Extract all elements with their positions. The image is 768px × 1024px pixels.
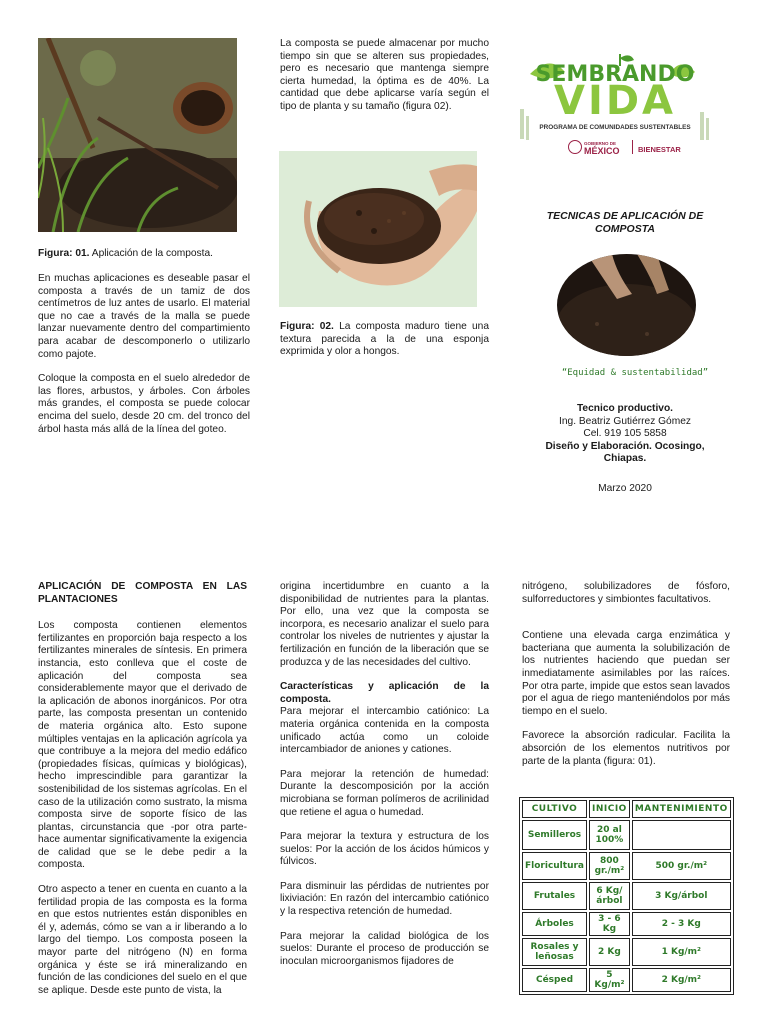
bienestar-text: BIENESTAR: [638, 145, 681, 154]
table-cell: 2 Kg/m²: [632, 968, 731, 992]
table-cell: Césped: [522, 968, 587, 992]
table-header: CULTIVO: [522, 800, 587, 818]
cover-photo: [557, 254, 696, 356]
list-item: Para mejorar la textura y estructura de los suelos: Por la acción de los ácidos húmicos y fúlvicos.: [280, 831, 489, 868]
figure1-caption: Figura: 01. Aplicación de la composta.: [38, 248, 213, 259]
logo-line2: VIDA: [554, 78, 676, 124]
table-cell: 500 gr./m²: [632, 852, 731, 880]
table-cell: Floricultura: [522, 852, 587, 880]
table-header: INICIO: [589, 800, 630, 818]
gov-big-text: MÉXICO: [584, 146, 620, 156]
figure1-photo: [38, 38, 237, 232]
list-item: Para mejorar el intercambio catiónico: La materia orgánica contenida en la composta unificado actúa como un coloide intercambiador de aniones y cationes.: [280, 706, 489, 756]
credit-design-1: Diseño y Elaboración. Ocosingo,: [545, 440, 705, 452]
credit-design-2: Chiapas.: [603, 453, 647, 465]
list-item: Para mejorar la calidad biológica de los suelos: Durante el proceso de producción se inoculan microorganismos fijadores de: [280, 930, 489, 967]
table-cell: 3 - 6 Kg: [589, 912, 630, 936]
paragraph: En muchas aplicaciones es deseable pasar el composta a través de un tamiz de dos centímetros de luz antes de usarlo. El material que no cae a través de la malla se puede lanzar nuevamente dentro del compartimiento para acabar de descomponerlo o utilizarlo como pajote.: [38, 273, 250, 360]
bottom-col2: [280, 581, 489, 980]
table-cell: Semilleros: [522, 820, 587, 850]
paragraph: Contiene una elevada carga enzimática y bacteriana que aumenta la solubilización de los nutrientes haciendo que puedan ser inmediatamente asimilables por las raíces. Por otra parte, impide que estos sean lavados por el agua de riego manteniéndolos por más tiempo en el suelo.: [522, 630, 730, 717]
logo-subtitle: PROGRAMA DE COMUNIDADES SUSTENTABLES: [539, 124, 691, 131]
bottom-col1: [38, 581, 247, 1009]
table-row: [522, 820, 731, 850]
table-cell: 1 Kg/m²: [632, 938, 731, 966]
list-item: Para disminuir las pérdidas de nutrientes por lixiviación: En razón del intercambio catiónico y la respectiva retención de humedad.: [280, 880, 489, 918]
table-cell: [632, 820, 731, 850]
gov-seal-icon: [568, 140, 582, 154]
sembrando-vida-logo: [520, 54, 710, 172]
table-cell: Frutales: [522, 882, 587, 910]
credit-phone: Cel. 919 105 5858: [583, 428, 667, 440]
paragraph: nitrógeno, solubilizadores de fósforo, sulforreductores y simbiontes facultativos.: [522, 581, 730, 605]
section-heading: APLICACIÓN DE COMPOSTA EN LAS PLANTACIONES: [38, 581, 247, 605]
table-row: [522, 852, 731, 880]
top-col2-intro: La composta se puede almacenar por mucho tiempo sin que se alteren sus propiedades, pero es necesario que mantenga siempre cierta humedad, la óptima es de 40%. La cantidad que debe aplicarse varía según el tipo de planta y su tamaño (figura 02).: [280, 38, 489, 112]
table-row: [522, 938, 731, 966]
credit-name: Ing. Beatriz Gutiérrez Gómez: [559, 415, 691, 427]
figure2-photo: [279, 151, 477, 307]
list-item: Para mejorar la retención de humedad: Durante la descomposición por la acción microbiana se forman polímeros de acrilinidad que retiene el agua o humedad.: [280, 768, 489, 818]
subheading: Características y aplicación de la composta.: [280, 681, 489, 705]
table-row: [522, 912, 731, 936]
table-cell: 5 Kg/m²: [589, 968, 630, 992]
table-cell: 2 - 3 Kg: [632, 912, 731, 936]
application-table: [519, 797, 734, 995]
paragraph: Otro aspecto a tener en cuenta en cuanto a la fertilidad propia de las composta es la forma en que estos nutrientes están disponibles en él y, además, cómo se van a ir liberando a lo largo del tiempo. Los composta poseen la mayor parte del nitrógeno (N) en forma orgánica y éste se irá mineralizando en función de las condiciones del suelo en el que se aplique. Desde este punto de vista, la: [38, 884, 247, 996]
bottom-col3: [522, 581, 730, 780]
logo-line1: SEMBRANDO: [535, 62, 695, 87]
paragraph: Los composta contienen elementos fertilizantes en proporción baja respecto a los fertilizantes minerales de síntesis. En primera instancia, esto conlleva que el coste de aplicación del composta sea considerablemente mayor que el derivado de la aplicación de abonos inorgánicos. Por otra parte, las composta presentan un contenido de materia orgánica alto. Esto supone múltiples ventajas en la aplicación agrícola ya que contribuye a la mejora del medio edáfico (propiedades físicas, químicas y biológicas), hecho imprescindible para garantizar la sostenibilidad de los sistemas agrícolas. En el caso de la utilización como sustrato, la misma composta sirve de soporte físico de las plantas, circunstancia que -por otra parte- hace aumentar significativamente la exigencia de calidad que se le debe pedir a la composta.: [38, 620, 247, 871]
table-cell: 3 Kg/árbol: [632, 882, 731, 910]
table-header: MANTENIMIENTO: [632, 800, 731, 818]
gov-divider: [632, 140, 633, 154]
credit-role: Tecnico productivo.: [576, 403, 674, 414]
credits: [520, 403, 730, 496]
table-row: [522, 882, 731, 910]
table-row: [522, 968, 731, 992]
table-cell: 800 gr./m²: [589, 852, 630, 880]
table-cell: Rosales y leñosas: [522, 938, 587, 966]
table-cell: 6 Kg/árbol: [589, 882, 630, 910]
date: Marzo 2020: [598, 482, 652, 494]
table-cell: 20 al 100%: [589, 820, 630, 850]
gov-small-text: GOBIERNO DE: [584, 141, 617, 146]
figure2-caption: Figura: 02. La composta maduro tiene una textura parecida a la de una esponja exprimida y olor a hongos.: [280, 321, 489, 358]
paragraph: origina incertidumbre en cuanto a la disponibilidad de nutrientes para la plantas. Por ello, una vez que la composta se incorpora, es necesario analizar el suelo para controlar los niveles de nutrientes y ajustar la fertilización en función de la liberación que se produzca y de las necesidades del cultivo.: [280, 581, 489, 668]
table-cell: Árboles: [522, 912, 587, 936]
paragraph: Favorece la absorción radicular. Facilita la absorción de los elementos nutritivos por parte de la planta (figura: 01).: [522, 730, 730, 767]
table-cell: 2 Kg: [589, 938, 630, 966]
brochure-title: TECNICAS DE APLICACIÓN DE COMPOSTA: [546, 210, 704, 235]
top-col1-text: [38, 273, 250, 448]
table-header-row: [522, 800, 731, 818]
slogan: “Equidad & sustentabilidad”: [561, 368, 709, 378]
paragraph: Coloque la composta en el suelo alrededor de las flores, arbustos, y árboles. Con árboles más grandes, el composta se puede colocar encima del suelo, desde 20 cm. del tronco del árbol hasta más allá de la línea del goteo.: [38, 373, 250, 435]
